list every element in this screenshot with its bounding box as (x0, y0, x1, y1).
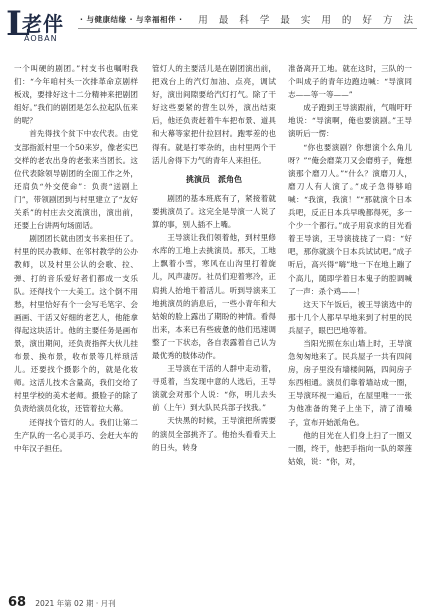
paragraph: 天快黑的时候，王导演把所需要的演员全部挑齐了。他抬头看看天上的日头，转身 (152, 416, 276, 452)
paragraph: 王导演在干活的人群中走动着，寻觅着，当发现中意的人选后，王导演就会对那个人说：“你，明儿去头前（上午）到大队民兵部子找我。” (152, 364, 276, 413)
paragraph: “你也要演剧？你想演个么角儿呀？”“俺会磨菜刀又会磨剪子，俺想演那个磨刀人。”“什么？演磨刀人，磨刀人有人演了。”成子急得够咱喊：“我演，我演！”“那就演个日本兵吧，反正日本兵早晚都得死，多一个少一个都行。”成子用哀求的目光看着王导演，王导演拢拢了一肩：“好吧，那你就演个日本兵试试吧。”成子听后，高兴得“嗨”地一下在地上蹦了个高儿，随即学着日本鬼子的腔调喊了一声：杀个鸡——！ (288, 142, 412, 296)
paragraph: 这天下午饭后，被王导演选中的那十几个人都早早地来到了村里的民兵屋子，眼巴巴地等着。 (288, 299, 412, 335)
paragraph: 剧团的基本班底有了，紧接着就要挑演员了。这完全是导演一人说了算的事，别人插不上嘴。 (152, 193, 276, 230)
page-number: 68 (8, 595, 27, 610)
paragraph: 剧团团长就由团支书来担任了。村里的民办教师、在邻村教学的公办教师，以及村里公认的会歌、拉、弹、打的音乐爱好者们都成一支乐队。还得找个一大美工。这个倒不用愁，村里恰好有个一会写毛笔字、会画画、干活又好细的老艺人，他能拿得起这块活计。他的主要任务是画布景，演出期间，还负责指挥大伙儿挂布景、换布景，收布景等几样琐活儿。还要找个摄影个的，就是化妆师。这活儿技术含量高，我们交给了村里学校的美术老师。摄脸子的除了负责给演员化妆，还管着拉大幕。 (14, 234, 138, 414)
paragraph: 当阳光照在东山墙上时，王导演急匆匆地来了。民兵屋子一共有四间房，房子里没有墙楼间隔，四间房子东西相通。演员们靠着墙站成一圈，王导演环视一遍后，在屋里唯一一张为他准备的凳子上坐下，清了清嗓子，宣布开始派角色。 (288, 338, 412, 427)
magazine-logo (6, 4, 72, 48)
column-3 (288, 62, 412, 468)
paragraph: 首先得找个贫下中农代表。由党支部指派村里一个50来岁，像老实巴交样的老农出身的老张来当团长。这位代表除领导剧团的全面工作之外，还肩负“外交使命”：负责“送剧上门”，带领剧团到与村里建立了“友好关系”的村庄去交流演出，演出前，还要上台讲两句场面话。 (14, 129, 138, 231)
header-slogan: · 与健康结缘 · 与幸福相伴 · (80, 15, 183, 24)
logo-latin: AOBAN (24, 34, 58, 43)
paragraph: 一个叫硬的剧团。”村支书也嘱咐我们：“今年咱村头一次排革命京剧样板戏，要排好这十二分精神来把剧团组好。”我们的剧团是怎么拉起队伍来的呢？ (14, 64, 138, 126)
section-heading: 挑演员 派角色 (186, 174, 242, 184)
page-footer (8, 591, 116, 610)
paragraph: 王导演让我们领着他，到村里修水库的工地上去挑演员。那天，工地上飘着小雪，寒风在山沟里打着旋儿，风声凄厉。社员们迎着寒冷，正肩挑人抬地干着活儿。听到导演来工地挑演员的消息后，一些小青年和大姑娘的脸上露出了期盼的神情。看得出来，本来已有些疲惫的他们迅速调整了一下状态，各自表露着自己认为最优秀的肢体动作。 (152, 233, 276, 360)
paragraph: 成子跑到王导演跟前，气喘吁吁地说：“导演啊，俺也要演剧。”王导演听后一愣： (288, 103, 412, 139)
header-tagline: 用 最 科 学 最 实 用 的 好 方 法 (198, 15, 417, 26)
column-2 (152, 62, 276, 454)
logo-mark: L (6, 4, 30, 44)
header-rule (78, 28, 417, 29)
paragraph: 管灯人的主要活儿是在剧团演出前，把戏台上的汽灯加油、点亮，调试好，演出间隙要给汽灯打气。除了干好这些要紧的营生以外，演出结束后，他还负责赶着牛车把布景、道具和大幕等家把什拉回村。跑零差的也得有。就是打零杂的，由村里两个干活儿舍得下力气的青年人来担任。 (152, 64, 276, 165)
issue-label: 2021 年第 02 期 · 月刊 (35, 599, 116, 608)
paragraph: 他的目光在人们身上扫了一圈又一圈，终于，他把手指向一队的翠莲姑娘，说：“你，对， (288, 430, 412, 466)
column-1 (14, 62, 138, 455)
logo-chinese: 老伴 (22, 12, 64, 36)
paragraph: 还得找个管灯的人。我们让第二生产队的一名心灵手巧、会赶大车的中年汉子担任。 (14, 417, 138, 453)
paragraph: 准备离开工地。就在这时，三队的一个叫成子的青年边跑边喊：“导演同志——等一等——” (288, 64, 412, 100)
